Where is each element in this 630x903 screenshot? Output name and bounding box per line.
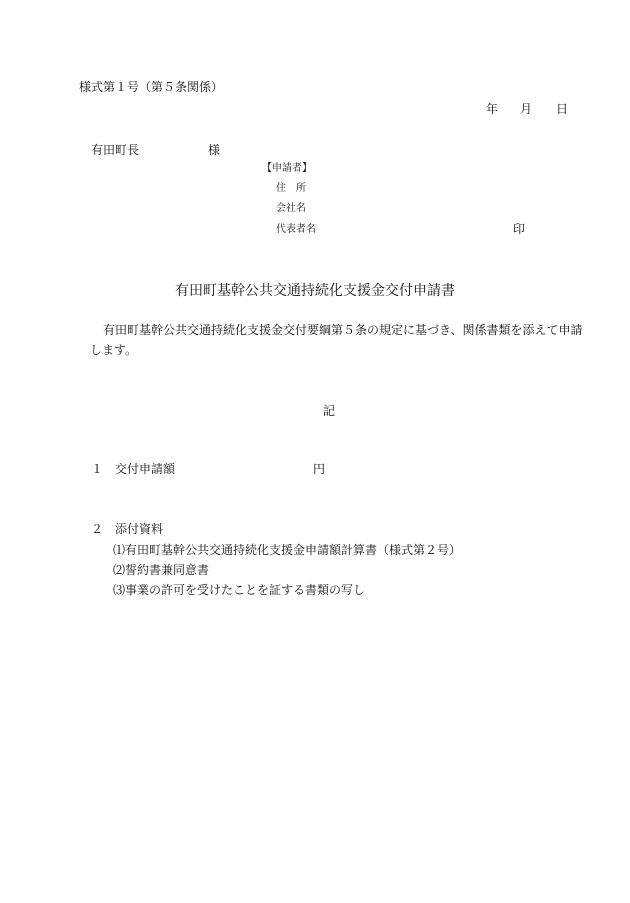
addressee-name: 有田町長: [91, 143, 140, 157]
attachment-item-1: ⑴有田町基幹公共交通持続化支援金申請額計算書（様式第２号）: [113, 543, 462, 557]
body-text-line-2: します。: [90, 343, 138, 357]
body-text-line-1: 有田町基幹公共交通持続化支援金交付要綱第５条の規定に基づき、関係書類を添えて申請: [103, 323, 583, 337]
attachment-item-2: ⑵誓約書兼同意書: [113, 563, 210, 577]
addressee-honorific: 様: [208, 143, 221, 157]
item-2-label: 添付資料: [115, 522, 164, 536]
ki-heading: 記: [323, 404, 336, 418]
document-title: 有田町基幹公共交通持続化支援金交付申請書: [175, 283, 455, 299]
date-day-label: 日: [556, 102, 569, 116]
item-1-unit: 円: [313, 462, 326, 476]
seal-mark: 印: [513, 222, 526, 236]
item-1-number: １: [91, 462, 104, 476]
applicant-company-label: 会社名: [276, 203, 306, 214]
date-month-label: 月: [520, 102, 533, 116]
attachment-item-3: ⑶事業の許可を受けたことを証する書類の写し: [113, 583, 366, 597]
item-1-label: 交付申請額: [115, 462, 176, 476]
applicant-representative-label: 代表者名: [276, 224, 316, 235]
applicant-address-label: 住 所: [276, 183, 306, 194]
item-2-number: ２: [91, 522, 104, 536]
applicant-heading: 【申請者】: [262, 163, 312, 174]
form-number-label: 様式第１号（第５条関係）: [79, 80, 224, 94]
date-year-label: 年: [486, 102, 499, 116]
